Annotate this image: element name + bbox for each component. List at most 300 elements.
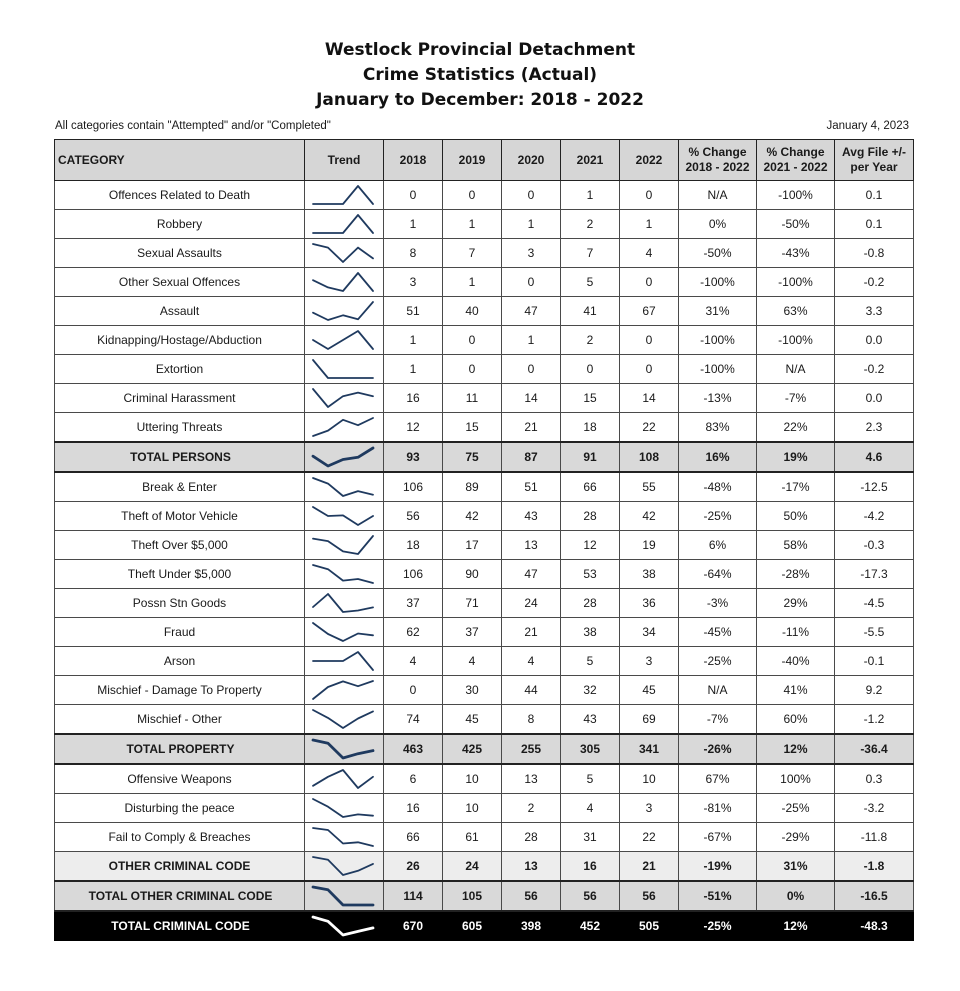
title-period: January to December: 2018 - 2022: [316, 90, 644, 110]
category-cell: Mischief - Other: [55, 705, 305, 735]
header-category: CATEGORY: [55, 140, 305, 181]
header-change-2021-2022-line1: % Change: [766, 145, 825, 159]
avg-file-cell: 0.3: [835, 764, 914, 794]
value-2018-cell: 0: [384, 676, 443, 705]
value-2018-cell: 18: [384, 531, 443, 560]
header-2022: 2022: [620, 140, 679, 181]
change-2018-2022-cell: -25%: [679, 647, 757, 676]
value-2018-cell: 114: [384, 881, 443, 911]
trend-sparkline: [305, 268, 383, 296]
value-2022-cell: 0: [620, 355, 679, 384]
avg-file-cell: 4.6: [835, 442, 914, 472]
value-2020-cell: 4: [502, 647, 561, 676]
title-report-type: Crime Statistics (Actual): [362, 65, 598, 85]
category-cell: Criminal Harassment: [55, 384, 305, 413]
value-2019-cell: 24: [443, 852, 502, 882]
change-2021-2022-cell: -40%: [757, 647, 835, 676]
trend-line: [313, 331, 373, 349]
table-row: [55, 531, 914, 560]
header-avg-file-line1: Avg File +/-: [842, 145, 906, 159]
trend-cell: [305, 560, 384, 589]
value-2021-cell: 1: [561, 181, 620, 210]
value-2021-cell: 31: [561, 823, 620, 852]
value-2022-cell: 45: [620, 676, 679, 705]
category-cell: Other Sexual Offences: [55, 268, 305, 297]
change-2021-2022-cell: -25%: [757, 794, 835, 823]
value-2020-cell: 28: [502, 823, 561, 852]
value-2021-cell: 305: [561, 734, 620, 764]
trend-line: [313, 565, 373, 583]
value-2020-cell: 24: [502, 589, 561, 618]
header-change-2018-2022-line2: 2018 - 2022: [685, 160, 750, 174]
change-2021-2022-cell: -7%: [757, 384, 835, 413]
change-2018-2022-cell: -64%: [679, 560, 757, 589]
change-2021-2022-cell: -100%: [757, 326, 835, 355]
value-2019-cell: 425: [443, 734, 502, 764]
value-2022-cell: 1: [620, 210, 679, 239]
header-2021: 2021: [561, 140, 620, 181]
change-2018-2022-cell: 83%: [679, 413, 757, 443]
value-2018-cell: 106: [384, 560, 443, 589]
table-row: [55, 181, 914, 210]
value-2020-cell: 1: [502, 210, 561, 239]
value-2018-cell: 26: [384, 852, 443, 882]
change-2018-2022-cell: 6%: [679, 531, 757, 560]
value-2021-cell: 16: [561, 852, 620, 882]
subtotal-row: [55, 852, 914, 882]
table-row: [55, 210, 914, 239]
value-2022-cell: 14: [620, 384, 679, 413]
value-2019-cell: 71: [443, 589, 502, 618]
value-2020-cell: 21: [502, 618, 561, 647]
trend-sparkline: [305, 531, 383, 559]
value-2022-cell: 67: [620, 297, 679, 326]
trend-cell: [305, 852, 384, 882]
value-2018-cell: 1: [384, 355, 443, 384]
change-2018-2022-cell: -25%: [679, 502, 757, 531]
value-2020-cell: 0: [502, 355, 561, 384]
value-2020-cell: 2: [502, 794, 561, 823]
category-cell: Disturbing the peace: [55, 794, 305, 823]
value-2022-cell: 55: [620, 472, 679, 502]
avg-file-cell: 0.0: [835, 326, 914, 355]
value-2020-cell: 255: [502, 734, 561, 764]
value-2020-cell: 0: [502, 268, 561, 297]
category-cell: Offensive Weapons: [55, 764, 305, 794]
value-2018-cell: 16: [384, 384, 443, 413]
trend-cell: [305, 181, 384, 210]
avg-file-cell: -5.5: [835, 618, 914, 647]
avg-file-cell: 0.1: [835, 181, 914, 210]
value-2022-cell: 341: [620, 734, 679, 764]
table-row: [55, 326, 914, 355]
table-row: [55, 764, 914, 794]
trend-line: [313, 244, 373, 262]
table-row: [55, 794, 914, 823]
value-2020-cell: 13: [502, 852, 561, 882]
change-2021-2022-cell: -17%: [757, 472, 835, 502]
trend-sparkline: [305, 326, 383, 354]
value-2019-cell: 4: [443, 647, 502, 676]
trend-line: [313, 740, 373, 758]
trend-cell: [305, 210, 384, 239]
change-2021-2022-cell: 60%: [757, 705, 835, 735]
trend-cell: [305, 502, 384, 531]
value-2022-cell: 69: [620, 705, 679, 735]
trend-sparkline: [305, 765, 383, 793]
trend-line: [313, 887, 373, 905]
change-2021-2022-cell: 41%: [757, 676, 835, 705]
change-2018-2022-cell: 16%: [679, 442, 757, 472]
avg-file-cell: -1.8: [835, 852, 914, 882]
category-cell: TOTAL CRIMINAL CODE: [55, 911, 305, 941]
title-detachment: Westlock Provincial Detachment: [324, 40, 636, 60]
value-2021-cell: 91: [561, 442, 620, 472]
avg-file-cell: -16.5: [835, 881, 914, 911]
trend-line: [313, 799, 373, 817]
trend-cell: [305, 823, 384, 852]
value-2022-cell: 3: [620, 647, 679, 676]
trend-line: [313, 360, 373, 378]
change-2021-2022-cell: 29%: [757, 589, 835, 618]
change-2021-2022-cell: N/A: [757, 355, 835, 384]
value-2019-cell: 45: [443, 705, 502, 735]
trend-cell: [305, 472, 384, 502]
value-2018-cell: 6: [384, 764, 443, 794]
change-2018-2022-cell: N/A: [679, 676, 757, 705]
trend-sparkline: [305, 502, 383, 530]
value-2022-cell: 36: [620, 589, 679, 618]
avg-file-cell: -4.5: [835, 589, 914, 618]
change-2021-2022-cell: -29%: [757, 823, 835, 852]
value-2022-cell: 0: [620, 181, 679, 210]
change-2018-2022-cell: -67%: [679, 823, 757, 852]
trend-cell: [305, 911, 384, 941]
avg-file-cell: -0.1: [835, 647, 914, 676]
value-2018-cell: 4: [384, 647, 443, 676]
table-row: [55, 647, 914, 676]
change-2018-2022-cell: -100%: [679, 268, 757, 297]
value-2019-cell: 1: [443, 210, 502, 239]
value-2019-cell: 17: [443, 531, 502, 560]
value-2019-cell: 605: [443, 911, 502, 941]
avg-file-cell: -36.4: [835, 734, 914, 764]
change-2021-2022-cell: -100%: [757, 268, 835, 297]
trend-cell: [305, 355, 384, 384]
avg-file-cell: -0.2: [835, 355, 914, 384]
trend-sparkline: [305, 647, 383, 675]
value-2022-cell: 56: [620, 881, 679, 911]
change-2021-2022-cell: 0%: [757, 881, 835, 911]
trend-line: [313, 186, 373, 204]
header-change-2018-2022: [679, 140, 757, 181]
value-2019-cell: 0: [443, 181, 502, 210]
value-2019-cell: 10: [443, 794, 502, 823]
table-row: [55, 705, 914, 735]
trend-sparkline: [305, 852, 383, 880]
value-2021-cell: 43: [561, 705, 620, 735]
trend-cell: [305, 413, 384, 443]
change-2018-2022-cell: 67%: [679, 764, 757, 794]
value-2020-cell: 14: [502, 384, 561, 413]
change-2021-2022-cell: -43%: [757, 239, 835, 268]
change-2021-2022-cell: -100%: [757, 181, 835, 210]
trend-sparkline: [305, 181, 383, 209]
trend-sparkline: [305, 735, 383, 763]
change-2021-2022-cell: 100%: [757, 764, 835, 794]
trend-sparkline: [305, 443, 383, 471]
table-row: [55, 239, 914, 268]
trend-sparkline: [305, 882, 383, 910]
value-2021-cell: 38: [561, 618, 620, 647]
value-2018-cell: 93: [384, 442, 443, 472]
trend-sparkline: [305, 589, 383, 617]
trend-line: [313, 652, 373, 670]
value-2021-cell: 12: [561, 531, 620, 560]
category-cell: Kidnapping/Hostage/Abduction: [55, 326, 305, 355]
value-2021-cell: 28: [561, 589, 620, 618]
trend-cell: [305, 239, 384, 268]
value-2022-cell: 0: [620, 326, 679, 355]
change-2018-2022-cell: -100%: [679, 326, 757, 355]
table-header-row: [55, 140, 914, 181]
table-row: [55, 560, 914, 589]
header-2020: 2020: [502, 140, 561, 181]
category-cell: Offences Related to Death: [55, 181, 305, 210]
trend-sparkline: [305, 794, 383, 822]
value-2019-cell: 37: [443, 618, 502, 647]
trend-sparkline: [305, 239, 383, 267]
value-2020-cell: 43: [502, 502, 561, 531]
trend-line: [313, 623, 373, 641]
change-2021-2022-cell: 50%: [757, 502, 835, 531]
value-2021-cell: 32: [561, 676, 620, 705]
table-body: [55, 181, 914, 941]
value-2021-cell: 0: [561, 355, 620, 384]
total-row: [55, 442, 914, 472]
value-2020-cell: 21: [502, 413, 561, 443]
trend-line: [313, 389, 373, 407]
value-2019-cell: 42: [443, 502, 502, 531]
change-2021-2022-cell: 12%: [757, 734, 835, 764]
value-2018-cell: 1: [384, 210, 443, 239]
change-2018-2022-cell: -13%: [679, 384, 757, 413]
trend-sparkline: [305, 210, 383, 238]
header-avg-file-line2: per Year: [850, 160, 898, 174]
value-2020-cell: 8: [502, 705, 561, 735]
crime-statistics-table: [54, 139, 914, 941]
value-2018-cell: 463: [384, 734, 443, 764]
value-2018-cell: 0: [384, 181, 443, 210]
value-2018-cell: 3: [384, 268, 443, 297]
table-row: [55, 268, 914, 297]
trend-sparkline: [305, 618, 383, 646]
value-2019-cell: 11: [443, 384, 502, 413]
header-change-2021-2022: [757, 140, 835, 181]
header-avg-file: [835, 140, 914, 181]
trend-sparkline: [305, 413, 383, 441]
value-2020-cell: 47: [502, 297, 561, 326]
change-2021-2022-cell: 19%: [757, 442, 835, 472]
value-2021-cell: 18: [561, 413, 620, 443]
trend-line: [313, 828, 373, 846]
change-2018-2022-cell: -3%: [679, 589, 757, 618]
value-2021-cell: 2: [561, 210, 620, 239]
report-title: [0, 38, 960, 113]
value-2019-cell: 89: [443, 472, 502, 502]
value-2022-cell: 22: [620, 413, 679, 443]
value-2022-cell: 10: [620, 764, 679, 794]
value-2019-cell: 40: [443, 297, 502, 326]
table-row: [55, 618, 914, 647]
trend-line: [313, 770, 373, 788]
category-cell: Theft Under $5,000: [55, 560, 305, 589]
value-2020-cell: 47: [502, 560, 561, 589]
trend-line: [313, 857, 373, 875]
value-2020-cell: 13: [502, 764, 561, 794]
trend-line: [313, 302, 373, 320]
value-2020-cell: 1: [502, 326, 561, 355]
value-2021-cell: 5: [561, 764, 620, 794]
change-2018-2022-cell: 0%: [679, 210, 757, 239]
trend-sparkline: [305, 473, 383, 501]
value-2022-cell: 108: [620, 442, 679, 472]
value-2018-cell: 56: [384, 502, 443, 531]
avg-file-cell: -0.8: [835, 239, 914, 268]
trend-line: [313, 710, 373, 728]
value-2019-cell: 105: [443, 881, 502, 911]
value-2020-cell: 0: [502, 181, 561, 210]
value-2022-cell: 38: [620, 560, 679, 589]
value-2021-cell: 53: [561, 560, 620, 589]
value-2021-cell: 2: [561, 326, 620, 355]
grand-row: [55, 911, 914, 941]
category-cell: Extortion: [55, 355, 305, 384]
value-2022-cell: 3: [620, 794, 679, 823]
trend-line: [313, 594, 373, 612]
value-2019-cell: 90: [443, 560, 502, 589]
avg-file-cell: -11.8: [835, 823, 914, 852]
value-2020-cell: 56: [502, 881, 561, 911]
category-cell: Uttering Threats: [55, 413, 305, 443]
value-2021-cell: 41: [561, 297, 620, 326]
header-2019: 2019: [443, 140, 502, 181]
trend-cell: [305, 531, 384, 560]
value-2022-cell: 34: [620, 618, 679, 647]
trend-cell: [305, 326, 384, 355]
trend-cell: [305, 384, 384, 413]
value-2018-cell: 1: [384, 326, 443, 355]
avg-file-cell: -12.5: [835, 472, 914, 502]
value-2018-cell: 670: [384, 911, 443, 941]
trend-cell: [305, 764, 384, 794]
value-2019-cell: 0: [443, 326, 502, 355]
trend-cell: [305, 881, 384, 911]
change-2018-2022-cell: -100%: [679, 355, 757, 384]
change-2018-2022-cell: 31%: [679, 297, 757, 326]
category-cell: Fraud: [55, 618, 305, 647]
value-2021-cell: 7: [561, 239, 620, 268]
table-row: [55, 502, 914, 531]
trend-line: [313, 478, 373, 496]
change-2021-2022-cell: -50%: [757, 210, 835, 239]
table-row: [55, 355, 914, 384]
value-2022-cell: 19: [620, 531, 679, 560]
change-2018-2022-cell: -7%: [679, 705, 757, 735]
total-row: [55, 881, 914, 911]
header-2018: 2018: [384, 140, 443, 181]
change-2021-2022-cell: 22%: [757, 413, 835, 443]
value-2022-cell: 21: [620, 852, 679, 882]
value-2019-cell: 7: [443, 239, 502, 268]
value-2021-cell: 452: [561, 911, 620, 941]
value-2019-cell: 1: [443, 268, 502, 297]
avg-file-cell: 0.1: [835, 210, 914, 239]
value-2021-cell: 28: [561, 502, 620, 531]
header-trend: Trend: [305, 140, 384, 181]
avg-file-cell: -1.2: [835, 705, 914, 735]
category-cell: Theft of Motor Vehicle: [55, 502, 305, 531]
change-2018-2022-cell: N/A: [679, 181, 757, 210]
trend-sparkline: [305, 560, 383, 588]
category-cell: OTHER CRIMINAL CODE: [55, 852, 305, 882]
value-2021-cell: 4: [561, 794, 620, 823]
total-row: [55, 734, 914, 764]
categories-note: All categories contain "Attempted" and/or "Completed": [55, 120, 331, 132]
change-2021-2022-cell: 58%: [757, 531, 835, 560]
avg-file-cell: 9.2: [835, 676, 914, 705]
trend-line: [313, 536, 373, 554]
value-2021-cell: 15: [561, 384, 620, 413]
trend-line: [313, 917, 373, 935]
table-row: [55, 472, 914, 502]
value-2020-cell: 51: [502, 472, 561, 502]
category-cell: TOTAL PERSONS: [55, 442, 305, 472]
table-row: [55, 413, 914, 443]
trend-line: [313, 507, 373, 525]
change-2021-2022-cell: 31%: [757, 852, 835, 882]
category-cell: Arson: [55, 647, 305, 676]
table-row: [55, 297, 914, 326]
change-2021-2022-cell: -11%: [757, 618, 835, 647]
trend-line: [313, 448, 373, 466]
trend-cell: [305, 297, 384, 326]
trend-cell: [305, 442, 384, 472]
table-row: [55, 589, 914, 618]
trend-sparkline: [305, 297, 383, 325]
value-2021-cell: 5: [561, 647, 620, 676]
trend-line: [313, 418, 373, 436]
value-2020-cell: 3: [502, 239, 561, 268]
avg-file-cell: -0.3: [835, 531, 914, 560]
category-cell: Sexual Assaults: [55, 239, 305, 268]
value-2019-cell: 0: [443, 355, 502, 384]
change-2021-2022-cell: -28%: [757, 560, 835, 589]
value-2021-cell: 66: [561, 472, 620, 502]
change-2018-2022-cell: -51%: [679, 881, 757, 911]
value-2018-cell: 8: [384, 239, 443, 268]
avg-file-cell: -4.2: [835, 502, 914, 531]
trend-line: [313, 273, 373, 291]
change-2021-2022-cell: 12%: [757, 911, 835, 941]
change-2021-2022-cell: 63%: [757, 297, 835, 326]
value-2020-cell: 13: [502, 531, 561, 560]
category-cell: Robbery: [55, 210, 305, 239]
value-2018-cell: 66: [384, 823, 443, 852]
trend-cell: [305, 268, 384, 297]
trend-cell: [305, 794, 384, 823]
trend-sparkline: [305, 384, 383, 412]
